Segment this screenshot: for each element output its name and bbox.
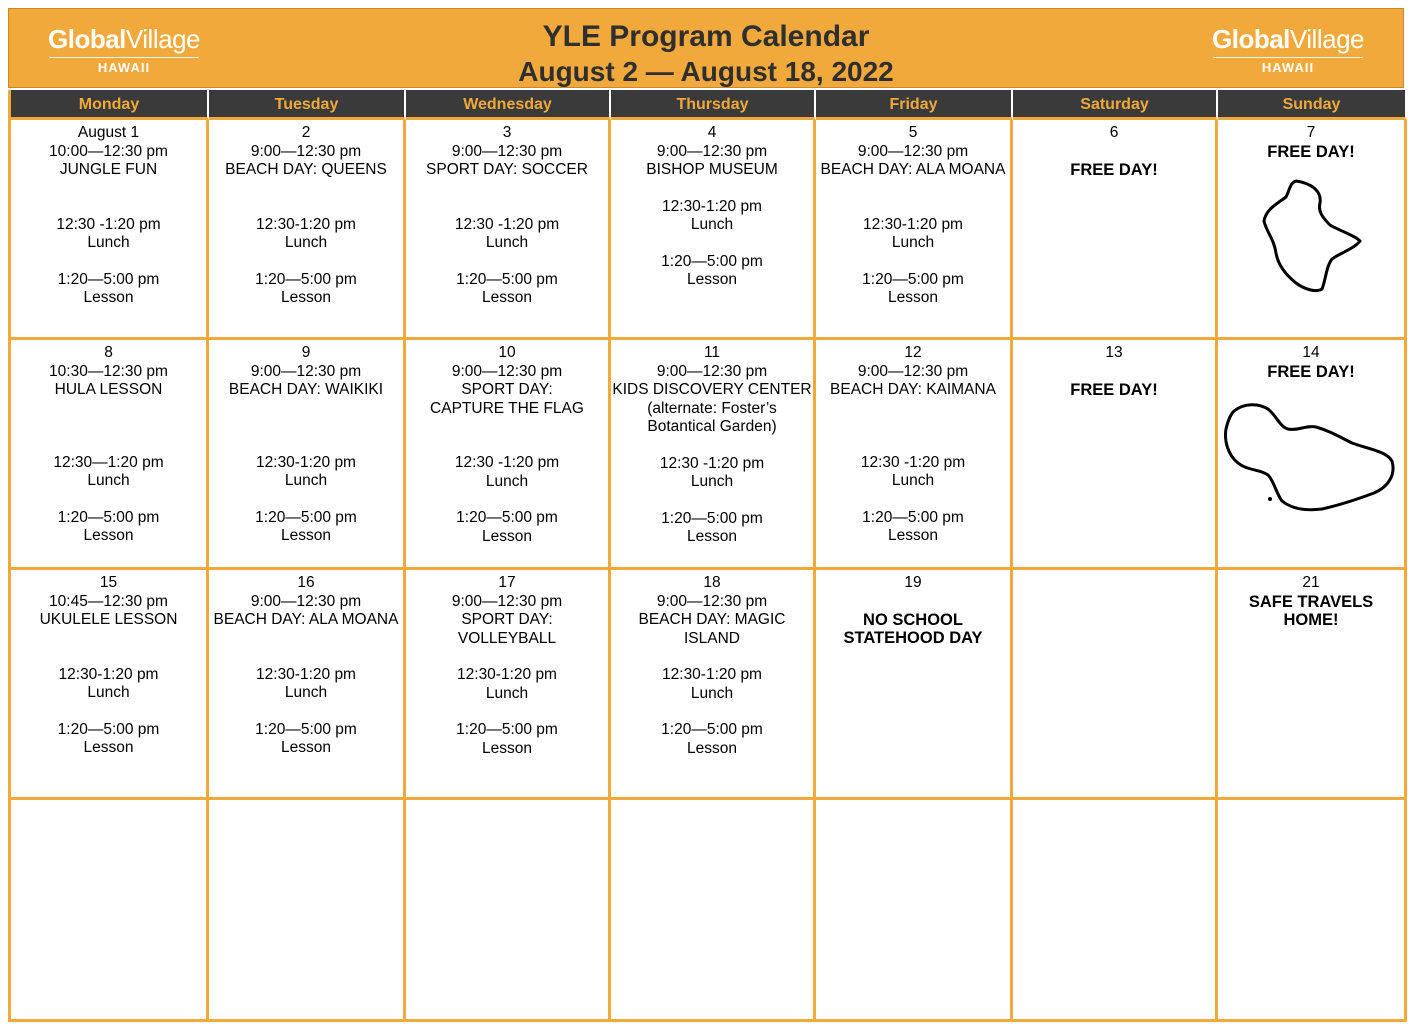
calendar-day-cell xyxy=(1013,340,1218,570)
calendar-day-cell xyxy=(1218,120,1407,340)
calendar-day-cell xyxy=(209,570,406,800)
event-text: SPORT DAY: SOCCER xyxy=(426,161,588,178)
day-number: 3 xyxy=(502,124,512,141)
event-text: 12:30-1:20 pm xyxy=(256,215,356,233)
event-text: Lesson xyxy=(281,527,331,544)
event-text: 1:20—5:00 pm xyxy=(456,721,558,738)
calendar-day-cell xyxy=(1218,570,1407,800)
event-text: Lunch xyxy=(284,684,328,701)
event-text: BEACH DAY: KAIMANA xyxy=(830,381,996,398)
line-gap xyxy=(816,593,1010,611)
event-text: 1:20—5:00 pm xyxy=(661,721,763,738)
event-text: 12:30 -1:20 pm xyxy=(454,215,560,233)
day-number: 14 xyxy=(1302,344,1320,361)
global-village-logo-right xyxy=(1203,23,1373,83)
event-text: Lunch xyxy=(690,684,734,702)
event-text: 12:30 -1:20 pm xyxy=(454,454,560,471)
event-text: Lunch xyxy=(690,216,734,233)
day-number: 8 xyxy=(104,344,113,361)
event-text: 9:00—12:30 pm xyxy=(451,592,563,610)
event-text: Lunch xyxy=(891,472,935,489)
day-number: 7 xyxy=(1306,124,1316,141)
line-gap xyxy=(1013,363,1215,381)
event-text: FREE DAY! xyxy=(1070,380,1158,399)
event-text: KIDS DISCOVERY CENTER xyxy=(612,381,812,398)
event-text: (alternate: Foster’s xyxy=(647,399,777,417)
event-text: 1:20—5:00 pm xyxy=(255,270,357,288)
line-gap xyxy=(209,180,403,198)
day-header-saturday: Saturday xyxy=(1013,90,1218,120)
line-gap xyxy=(209,491,403,509)
calendar-day-cell xyxy=(1013,120,1218,340)
event-text: Lesson xyxy=(482,289,532,306)
logo-rule xyxy=(1213,57,1363,58)
line-gap xyxy=(11,648,206,666)
line-gap xyxy=(11,198,206,216)
calendar-day-cell xyxy=(816,570,1013,800)
line-gap xyxy=(11,491,206,509)
event-text: Lesson xyxy=(83,289,134,306)
line-gap xyxy=(1013,143,1215,161)
event-text: 9:00—12:30 pm xyxy=(656,362,768,380)
event-text: 12:30-1:20 pm xyxy=(256,665,356,683)
event-text: 9:00—12:30 pm xyxy=(451,362,563,380)
event-text: 10:00—12:30 pm xyxy=(49,142,168,160)
event-text: Lesson xyxy=(83,739,134,756)
event-text: 1:20—5:00 pm xyxy=(456,509,558,526)
line-gap xyxy=(406,703,608,721)
line-gap xyxy=(611,235,813,253)
day-number: 16 xyxy=(297,574,315,591)
event-text: Lesson xyxy=(83,527,134,544)
event-text: 9:00—12:30 pm xyxy=(656,142,768,160)
day-number: 6 xyxy=(1109,124,1119,141)
event-text: Lunch xyxy=(485,472,529,490)
day-header-tuesday: Tuesday xyxy=(209,90,406,120)
event-text: 1:20—5:00 pm xyxy=(862,508,964,526)
line-gap xyxy=(816,400,1010,418)
day-number: 21 xyxy=(1302,574,1320,591)
line-gap xyxy=(816,436,1010,454)
calendar-day-cell xyxy=(406,340,611,570)
event-text: 9:00—12:30 pm xyxy=(250,362,362,380)
event-text: 9:00—12:30 pm xyxy=(451,142,563,160)
event-text: Lunch xyxy=(690,473,734,490)
day-number: 10 xyxy=(498,344,516,361)
line-gap xyxy=(209,648,403,666)
calendar-day-cell xyxy=(1218,800,1407,1022)
event-text: Lesson xyxy=(482,739,532,757)
event-text: 12:30-1:20 pm xyxy=(863,215,963,233)
event-text: BEACH DAY: MAGIC xyxy=(638,611,786,628)
big-island-island-icon xyxy=(1256,177,1366,295)
event-text: 1:20—5:00 pm xyxy=(57,720,160,738)
line-gap xyxy=(816,198,1010,216)
logo-brand: GlobalVillage xyxy=(1211,24,1364,54)
event-text: 12:30 -1:20 pm xyxy=(56,215,161,233)
day-number: 18 xyxy=(703,574,721,591)
day-header-wednesday: Wednesday xyxy=(406,90,611,120)
event-text: 1:20—5:00 pm xyxy=(255,508,357,526)
event-text: ISLAND xyxy=(684,629,740,647)
event-text: 12:30-1:20 pm xyxy=(256,453,356,471)
event-text: 12:30 -1:20 pm xyxy=(659,454,765,472)
line-gap xyxy=(816,253,1010,271)
event-text: VOLLEYBALL xyxy=(457,629,557,647)
line-gap xyxy=(11,703,206,721)
day-number: 13 xyxy=(1105,344,1123,361)
calendar-day-cell xyxy=(406,800,611,1022)
calendar-day-cell xyxy=(209,800,406,1022)
event-text: 1:20—5:00 pm xyxy=(456,270,558,288)
event-text: Lesson xyxy=(687,528,737,545)
event-text: 1:20—5:00 pm xyxy=(57,270,160,288)
event-text: 10:45—12:30 pm xyxy=(49,592,168,610)
event-text: 9:00—12:30 pm xyxy=(857,142,969,160)
logo-sub: HAWAII xyxy=(1261,60,1315,75)
calendar-day-cell xyxy=(611,570,816,800)
event-text: BEACH DAY: ALA MOANA xyxy=(820,161,1006,178)
calendar-day-cell xyxy=(1218,340,1407,570)
calendar-day-cell xyxy=(406,120,611,340)
event-text: STATEHOOD DAY xyxy=(843,629,983,647)
day-header-friday: Friday xyxy=(816,90,1013,120)
event-text: Lunch xyxy=(284,234,328,251)
day-header-sunday: Sunday xyxy=(1218,90,1407,120)
line-gap xyxy=(406,418,608,436)
line-gap xyxy=(209,418,403,436)
line-gap xyxy=(209,253,403,271)
event-text: FREE DAY! xyxy=(1070,160,1158,179)
day-number: 17 xyxy=(498,574,516,591)
event-text: 1:20—5:00 pm xyxy=(57,508,160,526)
calendar-day-cell xyxy=(209,120,406,340)
line-gap xyxy=(406,648,608,666)
event-text: 1:20—5:00 pm xyxy=(661,509,763,527)
event-text: Lunch xyxy=(891,234,935,251)
calendar-day-cell xyxy=(816,340,1013,570)
event-text: Lunch xyxy=(485,234,529,251)
calendar-day-cell xyxy=(611,800,816,1022)
event-text: Lesson xyxy=(888,527,938,544)
calendar-day-cell xyxy=(209,340,406,570)
event-text: 12:30-1:20 pm xyxy=(662,197,762,215)
event-text: Lesson xyxy=(687,271,737,288)
event-text: SPORT DAY: xyxy=(461,381,553,398)
calendar-day-cell xyxy=(816,800,1013,1022)
event-text: 12:30-1:20 pm xyxy=(662,666,762,683)
line-gap xyxy=(11,436,206,454)
calendar-day-cell xyxy=(1013,570,1218,800)
event-text: 1:20—5:00 pm xyxy=(255,720,357,738)
event-text: 1:20—5:00 pm xyxy=(661,252,763,270)
event-text: FREE DAY! xyxy=(1267,362,1355,381)
calendar-grid xyxy=(8,90,1404,1022)
line-gap xyxy=(611,437,813,455)
day-header-thursday: Thursday xyxy=(611,90,816,120)
line-gap xyxy=(11,253,206,271)
line-gap xyxy=(209,198,403,216)
calendar-day-cell xyxy=(611,120,816,340)
line-gap xyxy=(611,180,813,198)
calendar-day-cell xyxy=(11,570,209,800)
line-gap xyxy=(611,648,813,666)
calendar-day-cell xyxy=(11,800,209,1022)
logo-sub: HAWAII xyxy=(97,60,151,75)
line-gap xyxy=(611,492,813,510)
event-text: Lunch xyxy=(87,684,130,701)
event-text: Lesson xyxy=(888,289,938,306)
page-subtitle: August 2 — August 18, 2022 xyxy=(518,56,894,87)
event-text: HULA LESSON xyxy=(54,381,163,398)
event-text: 9:00—12:30 pm xyxy=(250,142,362,160)
line-gap xyxy=(11,180,206,198)
line-gap xyxy=(406,491,608,509)
event-text: Lesson xyxy=(281,289,331,306)
calendar-day-cell xyxy=(611,340,816,570)
event-text: CAPTURE THE FLAG xyxy=(430,399,584,417)
line-gap xyxy=(406,180,608,198)
event-text: BEACH DAY: WAIKIKI xyxy=(228,381,384,398)
calendar-day-cell xyxy=(816,120,1013,340)
event-text: 12:30-1:20 pm xyxy=(457,666,557,683)
event-text: 9:00—12:30 pm xyxy=(656,592,768,610)
line-gap xyxy=(209,400,403,418)
event-text: Lesson xyxy=(687,739,737,757)
event-text: 9:00—12:30 pm xyxy=(250,592,362,610)
line-gap xyxy=(209,630,403,648)
day-number: 11 xyxy=(703,344,721,361)
calendar-day-cell xyxy=(11,120,209,340)
event-text: FREE DAY! xyxy=(1267,142,1355,161)
event-text: 12:30-1:20 pm xyxy=(58,665,159,683)
day-number: 9 xyxy=(301,344,311,361)
line-gap xyxy=(816,491,1010,509)
day-number: 4 xyxy=(707,124,717,141)
event-text: Lesson xyxy=(281,739,331,756)
event-text: JUNGLE FUN xyxy=(59,161,158,178)
line-gap xyxy=(11,400,206,418)
day-number: 12 xyxy=(904,344,922,361)
day-number: 5 xyxy=(908,124,918,141)
event-text: Lunch xyxy=(485,684,529,702)
day-header-monday: Monday xyxy=(11,90,209,120)
line-gap xyxy=(611,703,813,721)
line-gap xyxy=(406,253,608,271)
maui-island-icon xyxy=(1222,397,1400,517)
line-gap xyxy=(406,198,608,216)
event-text: BISHOP MUSEUM xyxy=(646,161,778,178)
event-text: HOME! xyxy=(1283,611,1339,629)
line-gap xyxy=(816,418,1010,436)
event-text: 9:00—12:30 pm xyxy=(857,362,969,380)
event-text: 1:20—5:00 pm xyxy=(862,270,964,288)
line-gap xyxy=(11,418,206,436)
calendar-day-cell xyxy=(11,340,209,570)
event-text: Botantical Garden) xyxy=(647,418,777,435)
day-number: 19 xyxy=(904,574,922,591)
line-gap xyxy=(209,703,403,721)
event-text: 12:30—1:20 pm xyxy=(53,453,164,471)
event-text: SAFE TRAVELS xyxy=(1248,592,1374,611)
event-text: Lunch xyxy=(87,472,130,489)
day-number: August 1 xyxy=(77,124,140,141)
event-text: UKULELE LESSON xyxy=(39,611,178,628)
line-gap xyxy=(406,436,608,454)
line-gap xyxy=(11,630,206,648)
logo-brand: GlobalVillage xyxy=(47,24,200,54)
event-text: Lesson xyxy=(482,527,532,545)
header-banner xyxy=(8,8,1404,88)
event-text: SPORT DAY: xyxy=(461,611,553,628)
event-text: Lunch xyxy=(87,234,130,251)
event-text: 12:30 -1:20 pm xyxy=(860,453,966,471)
event-text: 10:30—12:30 pm xyxy=(49,362,168,380)
line-gap xyxy=(209,436,403,454)
event-text: NO SCHOOL xyxy=(863,610,963,629)
day-number: 2 xyxy=(301,124,311,141)
line-gap xyxy=(816,180,1010,198)
event-text: BEACH DAY: QUEENS xyxy=(225,161,387,178)
calendar-day-cell xyxy=(406,570,611,800)
day-number: 15 xyxy=(99,574,118,591)
page-title: YLE Program Calendar xyxy=(542,20,870,53)
calendar-day-cell xyxy=(1013,800,1218,1022)
event-text: Lunch xyxy=(284,472,328,489)
event-text: BEACH DAY: ALA MOANA xyxy=(213,611,399,628)
